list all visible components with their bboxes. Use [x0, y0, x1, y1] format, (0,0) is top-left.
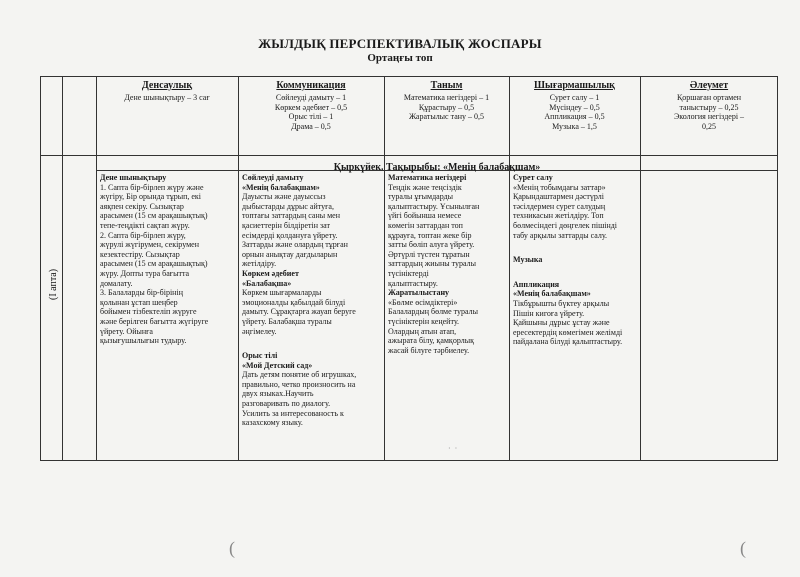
text-line: қалыптастыру. [388, 278, 438, 288]
text-line: Теңдік және теңсіздік [388, 182, 462, 192]
header-line: Драма – 0,5 [291, 121, 331, 131]
header-creativity [511, 80, 638, 131]
spacer [242, 336, 383, 351]
communication-column [242, 173, 383, 428]
text-line: қалыптастыру. Ұсынылған [388, 201, 480, 211]
header-line: Музыка – 1,5 [552, 121, 597, 131]
text-line: және берілген бағытта жүгіруге [100, 316, 209, 326]
text-line: затты бөліп алуға үйрету. [388, 240, 475, 250]
text-line: аяқпен секіру. Сызықтар [100, 201, 184, 211]
header-line: Орыс тілі – 1 [288, 112, 334, 122]
text-line: үйгі бойынша немесе [388, 211, 462, 221]
text-line: әңгімелеу. [242, 326, 277, 336]
text-line: жүгіру, Бір орында тұрып, екі [100, 192, 202, 202]
text-line: орнын анықтау дағдыларын [242, 249, 338, 259]
text-line: Дауысты және дауыссыз [242, 192, 326, 202]
text-line: Пішін кигоға үйрету. [513, 308, 585, 318]
header-line: Сурет салу – 1 [549, 93, 600, 102]
text-line: топтағы заттардың саны мен [242, 211, 340, 221]
page-scan-mark: · · [448, 444, 458, 453]
section-heading: Сөйлеуді дамыту [242, 173, 304, 182]
header-line: Сөйлеуді дамыту – 1 [275, 93, 347, 102]
text-line: Әртүрлі түстен тұратын [388, 249, 470, 259]
section-heading: Аппликация [513, 279, 560, 289]
text-line: Усилить за интересованость к [242, 408, 344, 418]
header-title: Шығармашылық [534, 80, 615, 91]
text-line: 2. Сапта бір-бірлеп жүру, [100, 230, 186, 240]
text-line: жетілдіру. [242, 259, 277, 269]
spacer [513, 240, 639, 255]
table-divider [509, 76, 510, 461]
page-scan-mark: ( [229, 538, 235, 558]
text-line: казахскому языку. [242, 418, 303, 428]
table-divider [62, 76, 63, 461]
header-line: Қоршаған ортамен [676, 93, 742, 102]
page-scan-mark: ( [740, 538, 746, 558]
week-label: (І апта) [48, 268, 59, 300]
page-subtitle: Ортаңғы топ [367, 52, 433, 64]
text-line: Дать детям понятие об игрушках, [242, 370, 357, 380]
text-line: техникасын жетілдіру. Топ [513, 211, 604, 221]
table-divider [96, 76, 97, 461]
table-divider [40, 155, 778, 156]
text-line: «Менің тобымдағы заттар» [513, 182, 606, 192]
text-line: бөлмесіндегі дөңгелек пішінді [513, 220, 618, 230]
section-heading: Орыс тілі [242, 351, 278, 361]
text-line: эмоционалды қабылдай білуді [242, 297, 346, 307]
header-title: Коммуникация [276, 80, 346, 91]
text-line: дамыту. Сұрақтарға жауап беруге [242, 307, 356, 317]
header-communication [240, 80, 382, 131]
section-heading: Жаратылыстану [388, 288, 450, 298]
text-line: туралы ұғымдарды [388, 192, 454, 202]
header-title: Әлеумет [689, 80, 729, 91]
text-line: түсініктерді [388, 268, 429, 278]
text-line: 1. Сапта бір-бірлеп жүру және [100, 182, 204, 192]
section-heading: Сурет салу [513, 173, 553, 182]
text-line: тәсілдермен сурет салудың [513, 201, 606, 211]
month-theme-row: Қыркүйек. Тақырыбы: «Менің балабақшам» [333, 162, 541, 173]
text-line: домалату. [100, 278, 133, 288]
text-line: «Бөлме өсімдіктері» [388, 297, 458, 307]
header-health [98, 80, 236, 103]
section-heading: Музыка [513, 255, 543, 265]
text-line: тепе-теңдікті сақтап жүру. [100, 220, 190, 230]
header-title: Таным [430, 80, 463, 91]
text-line: қолынан ұстап шеңбер [100, 297, 178, 307]
creativity-column [513, 173, 639, 347]
text-line: бойымен тізбектеліп жүруге [100, 307, 197, 317]
text-line: Олардың атын атап, [388, 326, 457, 336]
text-line: табу арқылы заттарды салу. [513, 230, 608, 240]
text-line: Қайшыны дұрыс ұстау және [513, 318, 610, 328]
section-heading: Математика негіздері [388, 173, 467, 182]
text-line: ересектердің көмегімен желімді [513, 327, 623, 337]
text-line: Заттарды және олардың тұрған [242, 240, 348, 250]
header-social [642, 80, 776, 131]
text-line: қасиеттерін білдіретін зат [242, 220, 330, 230]
header-line: таныстыру – 0,25 [679, 102, 739, 112]
header-title: Денсаулық [141, 80, 193, 91]
text-line: үйрету. Балабақша туралы [242, 316, 332, 326]
section-heading: «Мой Детский сад» [242, 360, 313, 370]
text-line: 3. Балаларды бір-бірінің [100, 288, 183, 298]
section-heading: Көркем әдебиет [242, 268, 299, 278]
text-line: жүру. Допты тура бағытта [100, 268, 190, 278]
text-line: түсініктерін кеңейту. [388, 316, 460, 326]
section-heading: «Балабақша» [242, 278, 292, 288]
header-line: 0,25 [702, 121, 716, 131]
table-divider [238, 76, 239, 461]
text-line: Тікбұрышты бүктеу арқылы [513, 298, 610, 308]
text-line: дыбыстарды дұрыс айтуға, [242, 201, 334, 211]
text-line: Балалардың бөлме туралы [388, 307, 479, 317]
header-line: Экология негіздері – [673, 112, 745, 122]
header-line: Құрастыру – 0,5 [418, 102, 475, 112]
header-line: Математика негіздері – 1 [403, 93, 490, 102]
text-line: двух языках.Научить [242, 389, 314, 399]
text-line: көмегін заттардан топ [388, 220, 463, 230]
text-line: заттардың жиыны туралы [388, 259, 476, 269]
text-line: Қарындаштармен дәстүрлі [513, 192, 605, 202]
section-heading: Дене шынықтыру [100, 173, 167, 182]
text-line: правильно, четко произносить на [242, 379, 356, 389]
table-divider [384, 76, 385, 461]
header-line: Дене шынықтыру – 3 сағ [124, 93, 210, 102]
cognition-column [388, 173, 508, 355]
header-line: Көркем әдебиет – 0,5 [274, 102, 348, 112]
text-line: пайдалана білуді қалыптастыру. [513, 337, 623, 347]
text-line: кезектестіру. Сызықтар [100, 249, 180, 259]
text-line: ажырата білу, қамқорлық [388, 336, 474, 346]
text-line: есімдерді қолдануға үйрету. [242, 230, 338, 240]
text-line: құрауға, топтан жеке бір [388, 230, 472, 240]
health-column [100, 173, 237, 346]
section-heading: «Менің балабақшам» [513, 289, 591, 299]
page-title: ЖЫЛДЫҚ ПЕРСПЕКТИВАЛЫҚ ЖОСПАРЫ [258, 36, 542, 51]
text-line: арасымен (15 см арақашықтық) [100, 259, 208, 269]
header-line: Жаратылыс тану – 0,5 [408, 112, 485, 122]
table-divider [640, 76, 641, 461]
header-cognition [386, 80, 507, 122]
text-line: жүрулі жүгірумен, секірумен [100, 240, 199, 250]
section-heading: «Менің балабақшам» [242, 182, 320, 192]
text-line: қызығушылығын тудыру. [100, 336, 187, 346]
text-line: арасымен (15 см арақашықтық) [100, 211, 208, 221]
text-line: жасай білуге тәрбиелеу. [388, 345, 470, 355]
header-line: Аппликация – 0,5 [544, 112, 605, 122]
text-line: разговаривать по диалогу. [242, 399, 331, 409]
text-line: Көркем шығармаларды [242, 288, 322, 298]
spacer [513, 265, 639, 280]
header-line: Мүсіндеу – 0,5 [549, 102, 600, 112]
text-line: үйрету. Ойынға [100, 326, 153, 336]
